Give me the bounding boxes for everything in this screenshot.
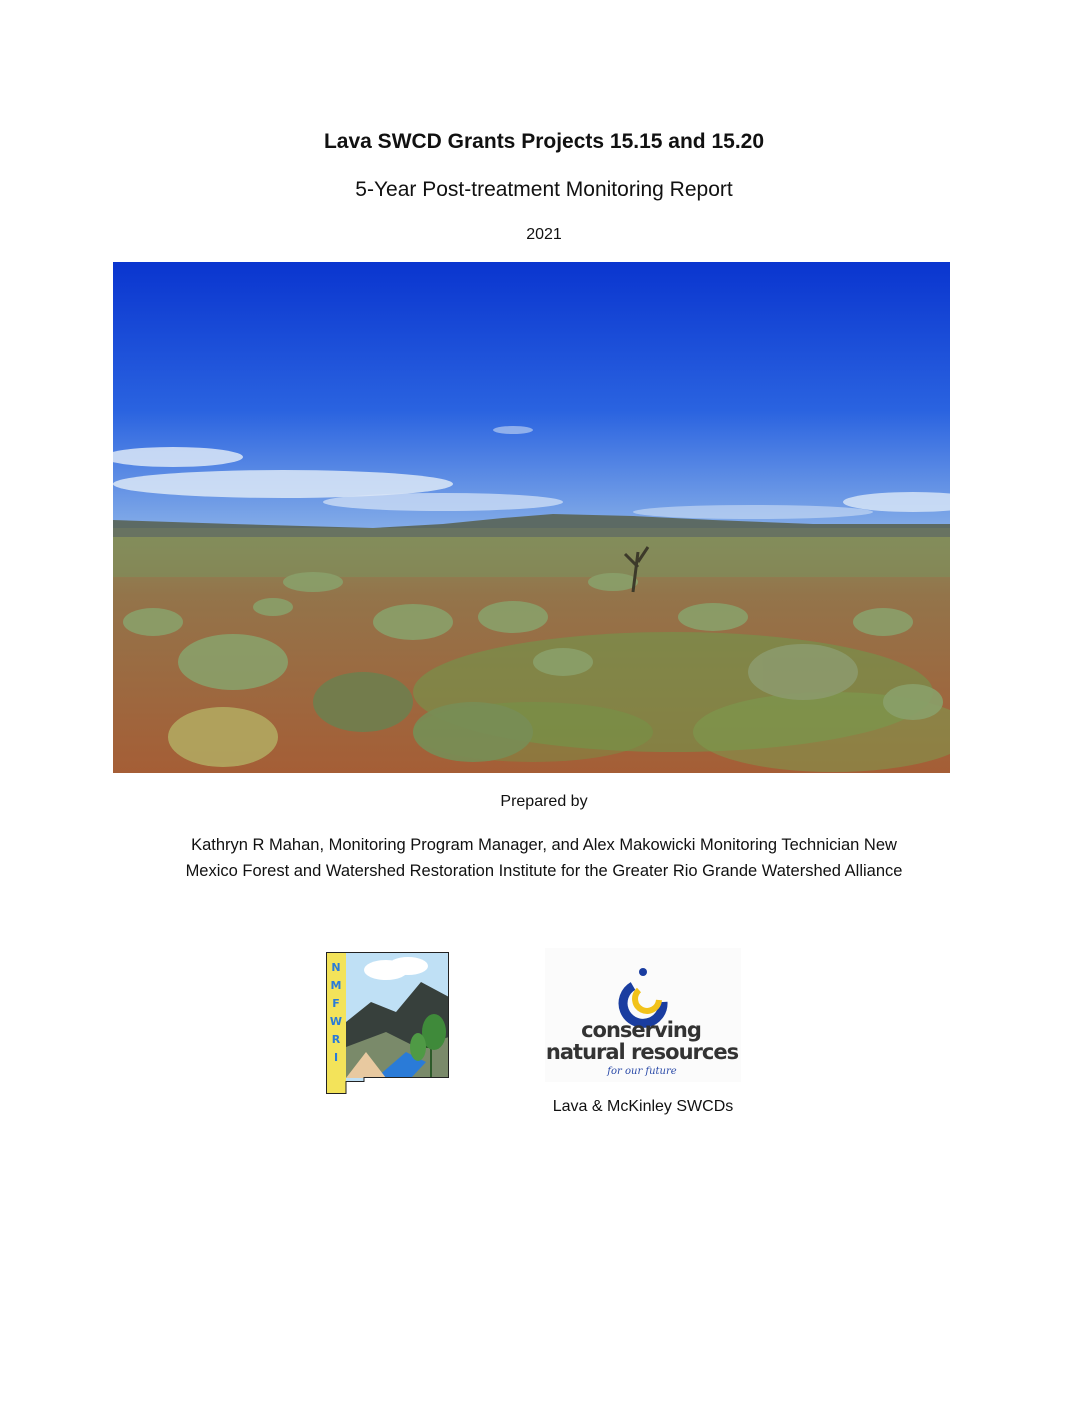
logo-caption: Lava & McKinley SWCDs bbox=[552, 1098, 734, 1115]
report-subtitle: 5-Year Post-treatment Monitoring Report bbox=[355, 178, 733, 201]
nmfwri-letter-n: N bbox=[331, 961, 341, 974]
report-title: Lava SWCD Grants Projects 15.15 and 15.20 bbox=[323, 130, 765, 153]
landscape-photo bbox=[113, 262, 950, 773]
authors-line-2: Mexico Forest and Watershed Restoration Institute for the Greater Rio Grande Watershed Alliance bbox=[185, 862, 903, 880]
nmfwri-letter-f: F bbox=[332, 997, 340, 1010]
nmfwri-letter-w: W bbox=[329, 1015, 343, 1028]
authors-line-1: Kathryn R Mahan, Monitoring Program Manager, and Alex Makowicki Monitoring Technician New bbox=[191, 836, 897, 854]
nmfwri-letter-r: R bbox=[331, 1033, 341, 1046]
cnr-line-1: conserving bbox=[581, 1018, 701, 1042]
cnr-line-2: natural resources bbox=[545, 1040, 739, 1064]
cnr-tagline: for our future bbox=[607, 1066, 677, 1077]
nmfwri-letter-i: I bbox=[333, 1051, 339, 1064]
conserving-natural-resources-logo bbox=[545, 948, 741, 1082]
report-year: 2021 bbox=[526, 226, 562, 243]
nmfwri-logo bbox=[326, 952, 449, 1094]
prepared-by-label: Prepared by bbox=[500, 793, 588, 810]
nmfwri-letter-m: M bbox=[330, 979, 342, 992]
authors-credit bbox=[0, 832, 1088, 884]
